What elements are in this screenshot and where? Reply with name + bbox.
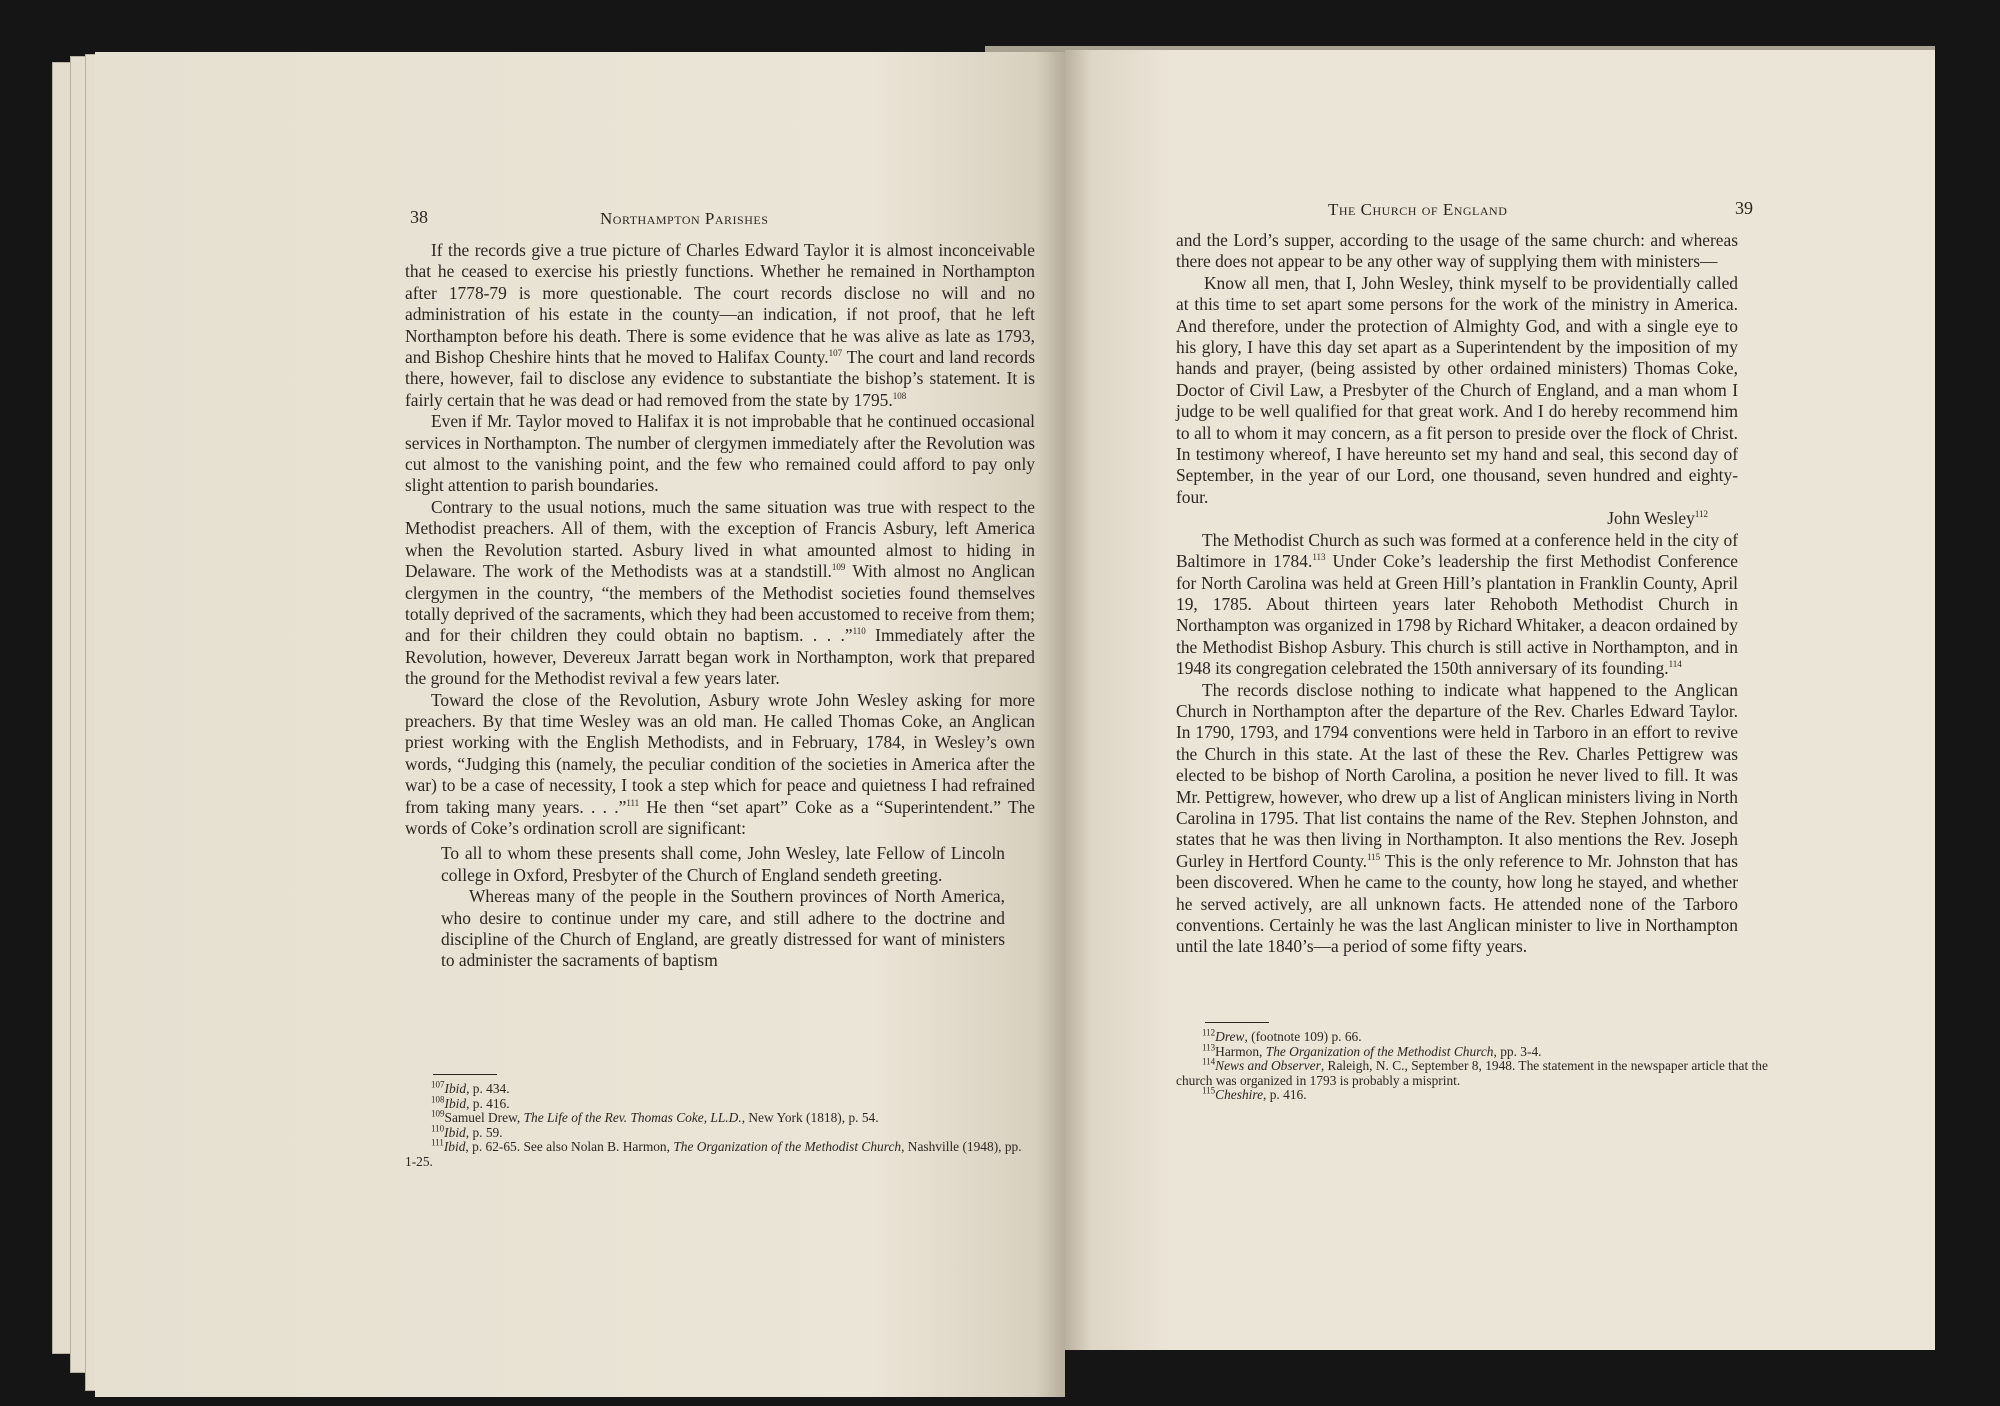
text-run: Harmon, [1215,1043,1266,1059]
footnote [405,1108,1035,1126]
italic-title: News and Observer [1215,1058,1321,1073]
text-run: Even if Mr. Taylor moved to Halifax it is not improbable that he continued occasional services in Northampton. The number of clergymen immediately after the Revolution was cut almost to the vanishing point, and the few who remained could afford to pay only slight attention to parish boundaries. [405,411,1035,496]
footnote [1176,1085,1798,1103]
quote-paragraph: and the Lord’s supper, according to the usage of the same church: and whereas there does not appear to be any other way of supplying them with ministers— [1176,230,1738,272]
running-head: The Church of England [1328,200,1508,219]
footnote [405,1137,1035,1169]
footnote [405,1079,1035,1097]
text-run: If the records give a true picture of Charles Edward Taylor it is almost inconceivable that he ceased to exercise his priestly functions. Whether he remained in Northampton after 1778-79 is more questionable. The court records disclose no will and no administration of his estate in the county—an indication, if not proof, that he left Northampton before his death. There is some evidence that he was alive as late as 1793, and Bishop Cheshire hints that he moved to Halifax County. [405,240,1035,368]
quote-paragraph: Know all men, that I, John Wesley, think myself to be providentially called at this time to set apart some persons for the work of the ministry in America. And therefore, under the protection of Almighty God, and with a single eye to his glory, I have this day set apart as a Superintendent by the imposition of my hands and prayer, (being assisted by other ordained ministers) Thomas Coke, Doctor of Civil Law, a Presbyter of the Church of England, and a man whom I judge to be well qualified for that great work. And I do hereby recommend him to all to whom it may concern, as a fit person to preside over the flock of Christ. In testimony whereof, I have hereunto set my hand and seal, this second day of September, in the year of our Lord, one thousand, seven hundred and eighty-four. [1176,272,1738,507]
signature-line [1176,508,1738,529]
footnote-marker: 110 [431,1123,445,1134]
italic-title: The Organization of the Methodist Church [1265,1043,1494,1059]
page-number: 39 [1735,198,1753,218]
ordination-scroll-quote [1176,230,1738,508]
footnote [1176,1042,1798,1060]
footnote-rule [433,1074,497,1075]
footnote-marker: 115 [1366,851,1381,862]
paragraph [1176,530,1738,680]
footnote [1176,1027,1798,1045]
running-head: Northampton Parishes [600,209,769,228]
text-run: With almost no Anglican clergymen in the country, “the members of the Methodist societies found themselves totally deprived of the sacraments, which they had been accustomed to receive from them; and for their children they could obtain no baptism. . . .” [405,561,1035,646]
text-run: , (footnote 109) p. 66. [1244,1029,1362,1044]
text-run: Samuel Drew, [444,1110,524,1125]
footnote [405,1094,1035,1112]
paragraph [405,497,1035,690]
quote-paragraph: Whereas many of the people in the Southern provinces of North America, who desire to continue under my care, and still adhere to the doctrine and discipline of the Church of England, are greatly distressed for want of ministers to administer the sacraments of baptism [441,886,1005,971]
right-footnotes [1176,1027,1798,1103]
text-run: The court and land records there, however, fail to disclose any evidence to substantiate the bishop’s statement. It is fairly certain that he was dead or had removed from the state by 1795. [405,347,1035,410]
paragraph [405,690,1035,840]
signature: John Wesley [1607,508,1695,529]
footnote-marker: 107 [828,348,843,359]
text-run: This is the only reference to Mr. Johnston that has been discovered. When he came to the county, how long he stayed, and whether he served actively, are all unknown facts. He attended none of the Tarboro conventions. Certainly he was the last Anglican minister to live in Northampton until the late 1840’s—a period of some fifty years. [1176,850,1738,957]
text-run: , p. 434. [466,1081,510,1096]
text-run: , New York (1818), p. 54. [741,1110,879,1125]
footnote-marker: 114 [1202,1056,1216,1067]
text-run: , p. 416. [466,1095,510,1111]
footnote-marker: 111 [431,1137,444,1148]
paragraph [1176,680,1738,958]
text-run: , pp. 3-4. [1493,1043,1542,1059]
ordination-scroll-quote [441,843,1005,971]
footnote-marker: 107 [431,1079,445,1090]
text-run: Under Coke’s leadership the first Methodist Conference for North Carolina was held at Green Hill’s plantation in Franklin County, April 19, 1785. About thirteen years later Rehoboth Methodist Church in Northampton was organized in 1798 by Richard Whitaker, a deacon ordained by the Methodist Bishop Asbury. This church is still active in Northampton, and in 1948 its congregation celebrated the 150th anniversary of its founding. [1176,551,1738,679]
text-run: Contrary to the usual notions, much the same situation was true with respect to the Methodist preachers. All of them, with the exception of Francis Asbury, left America when the Revolution started. Asbury lived in what amounted almost to hiding in Delaware. The work of the Methodists was at a standstill. [405,496,1035,582]
footnote-marker: 115 [1202,1085,1216,1096]
text-run: He then “set apart” Coke as a “Superintendent.” The words of Coke’s ordination scroll are significant: [405,796,1035,838]
left-footnotes [405,1079,1035,1169]
text-run: , p. 416. [1263,1087,1307,1102]
italic-title: Drew [1215,1029,1245,1044]
italic-title: Ibid [444,1095,467,1111]
footnote-marker: 108 [892,391,907,402]
footnote-marker: 114 [1668,659,1682,670]
footnote-rule [1205,1022,1269,1023]
page-number: 38 [410,207,428,227]
left-body-text [405,240,1035,972]
footnote-marker: 111 [626,797,640,808]
quote-paragraph: To all to whom these presents shall come, John Wesley, late Fellow of Lincoln college in Oxford, Presbyter of the Church of England sendeth greeting. [441,843,1005,885]
text-run: Immediately after the Revolution, however, Devereux Jarratt began work in Northampton, work that prepared the ground for the Methodist revival a few years later. [405,625,1036,689]
text-run: , Raleigh, N. C., September 8, 1948. The statement in the newspaper article that the church was organized in 1793 is probably a misprint. [1176,1058,1768,1088]
footnote-marker: 112 [1694,509,1708,520]
italic-title: Ibid [444,1081,467,1096]
italic-title: Ibid [443,1139,466,1154]
italic-title: The Organization of the Methodist Church [673,1139,902,1154]
footnote-marker: 109 [431,1108,445,1119]
footnote-marker: 110 [852,626,866,637]
text-run: The Methodist Church as such was formed at a conference held in the city of Baltimore in 1784. [1176,529,1738,572]
italic-title: Cheshire [1215,1087,1264,1102]
text-run: The records disclose nothing to indicate what happened to the Anglican Church in Northampton after the departure of the Rev. Charles Edward Taylor. In 1790, 1793, and 1794 conventions were held in Tarboro in an effort to revive the Church in this state. At the last of these the Rev. Charles Pettigrew was elected to be bishop of North Carolina, a position he never lived to fill. It was Mr. Pettigrew, however, who drew up a list of Anglican ministers living in North Carolina in 1795. That list contains the name of the Rev. Stephen Johnston, and states that he was then living in Northampton. It also mentions the Rev. Joseph Gurley in Hertford County. [1176,679,1738,871]
footnote-marker: 113 [1202,1042,1216,1053]
footnote-marker: 112 [1202,1027,1216,1038]
footnote-marker: 113 [1312,552,1326,563]
text-run: , Nashville (1948), pp. 1-25. [405,1139,1022,1169]
paragraph [405,411,1035,497]
footnote [1176,1056,1798,1088]
text-run: Toward the close of the Revolution, Asbury wrote John Wesley asking for more preachers. By that time Wesley was an old man. He called Thomas Coke, an Anglican priest working with the English Methodists, and in February, 1784, in Wesley’s own words, “Judging this (namely, the peculiar condition of the societies in America after the war) to be a case of necessity, I took a step which for peace and quietness I had refrained from taking many years. . . .” [405,689,1035,817]
right-body-text [1176,230,1738,958]
left-page [95,52,1065,1397]
footnote-marker: 109 [831,562,846,573]
text-run: , p. 62-65. See also Nolan B. Harmon, [465,1139,674,1154]
right-page [1065,50,1935,1350]
text-run: , p. 59. [465,1124,503,1140]
footnote-marker: 108 [431,1094,445,1105]
footnote [405,1123,1035,1141]
italic-title: Ibid [444,1124,466,1140]
paragraph [405,240,1035,411]
italic-title: The Life of the Rev. Thomas Coke, LL.D. [523,1110,742,1125]
